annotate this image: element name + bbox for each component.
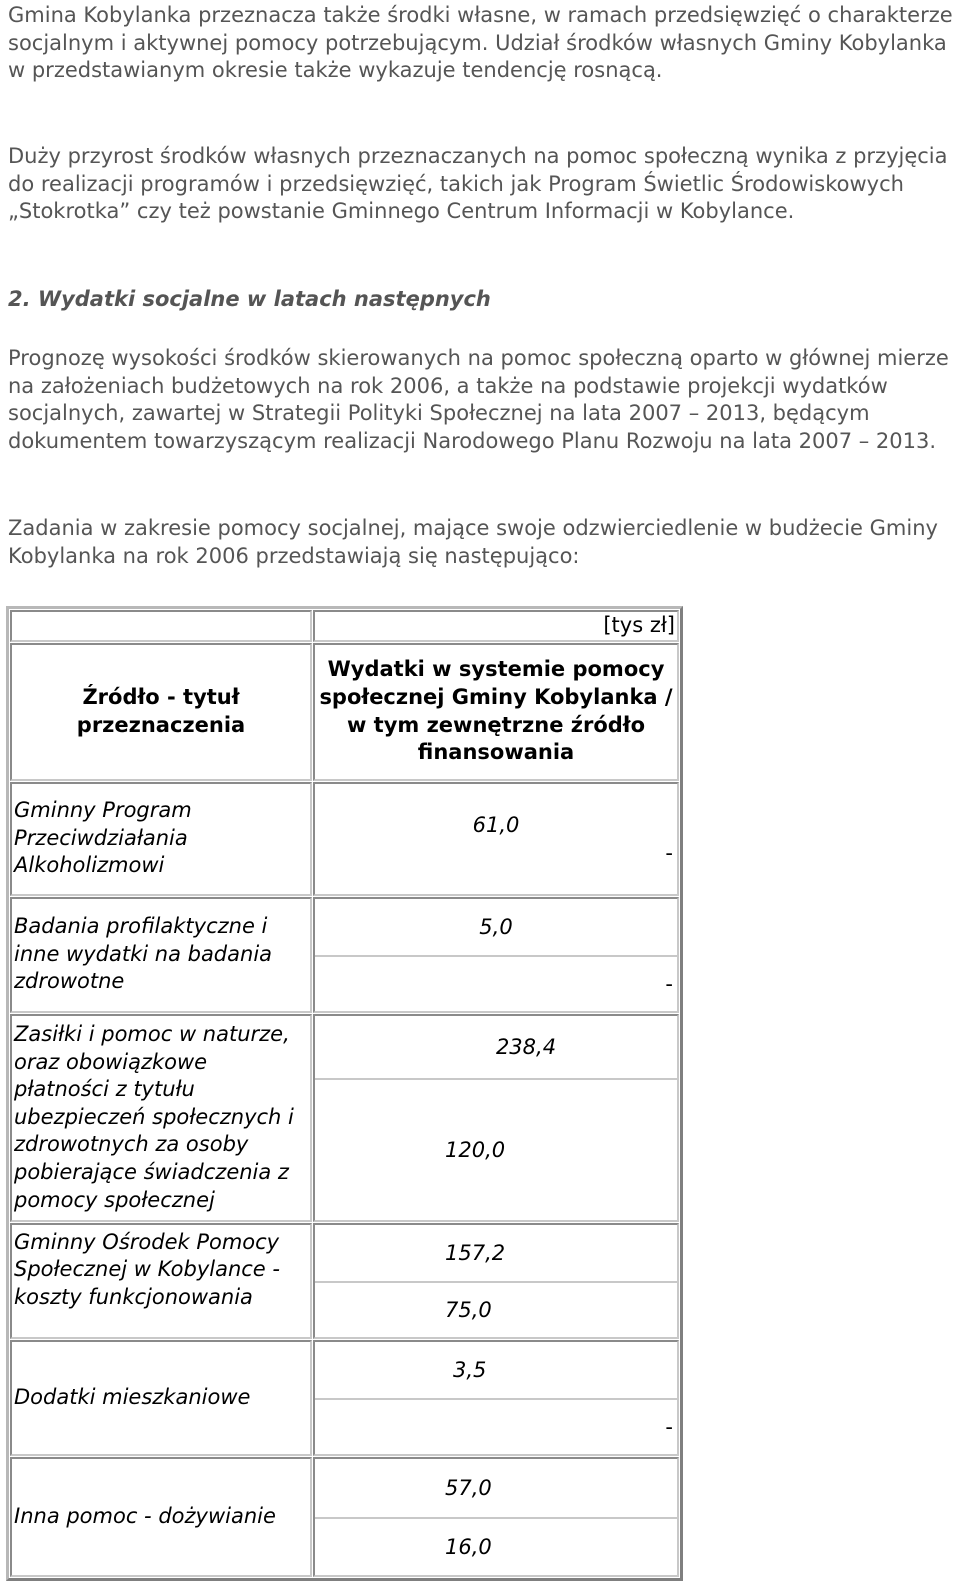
row-source: Gminny Program Przeciwdziałania Alkoholizmowi — [10, 782, 312, 896]
row-values — [313, 1457, 679, 1577]
source-column-header: Źródło - tytuł przeznaczenia — [10, 643, 312, 781]
budget-table — [6, 606, 683, 1581]
table-row — [10, 1014, 679, 1222]
row-total: 3,5 — [315, 1342, 677, 1400]
row-total: 61,0 — [472, 812, 520, 837]
row-values — [313, 1340, 679, 1456]
row-source: Zasiłki i pomoc w naturze, oraz obowiązkowe płatności z tytułu ubezpieczeń społecznych i zdrowotnych za osoby pobierające świadczenia z pomocy społecznej — [10, 1014, 312, 1222]
row-source: Badania profilaktyczne i inne wydatki na badania zdrowotne — [10, 897, 312, 1013]
row-external: 75,0 — [445, 1297, 492, 1322]
section-heading: 2. Wydatki socjalne w latach następnych — [8, 287, 491, 311]
empty-cell — [10, 610, 312, 642]
table-row — [10, 1340, 679, 1456]
table-row — [10, 1457, 679, 1577]
row-external: 120,0 — [445, 1137, 506, 1162]
row-external: 16,0 — [445, 1534, 492, 1559]
row-external: - — [665, 971, 673, 996]
table-header-row — [10, 643, 679, 781]
table-row — [10, 897, 679, 1013]
row-external: - — [665, 1414, 673, 1439]
row-total: 57,0 — [315, 1459, 677, 1519]
row-values — [313, 782, 679, 896]
table-unit-row — [10, 610, 679, 642]
growth-paragraph: Duży przyrost środków własnych przeznaczanych na pomoc społeczną wynika z przyjęcia do realizacji programów i przedsięwzięć, takich jak Program Świetlic Środowiskowych „Stokrotka” czy też powstanie Gminnego Centrum Informacji w Kobylance. — [8, 144, 948, 224]
expenses-column-header: Wydatki w systemie pomocy społecznej Gminy Kobylanka / w tym zewnętrzne źródło finansowania — [313, 643, 679, 781]
row-values — [313, 1014, 679, 1222]
row-values — [313, 1223, 679, 1339]
forecast-paragraph: Prognozę wysokości środków skierowanych na pomoc społeczną oparto w głównej mierze na założeniach budżetowych na rok 2006, a także na podstawie projekcji wydatków socjalnych, zawartej w Strategii Polityki Społecznej na lata 2007 – 2013, będącym dokumentem towarzyszącym realizacji Narodowego Planu Rozwoju na lata 2007 – 2013. — [8, 346, 949, 453]
tasks-paragraph: Zadania w zakresie pomocy socjalnej, mające swoje odzwierciedlenie w budżecie Gminy Kobylanka na rok 2006 przedstawiają się następująco: — [8, 516, 938, 568]
unit-label: [tys zł] — [313, 610, 679, 642]
row-values — [313, 897, 679, 1013]
row-total: 157,2 — [315, 1225, 677, 1283]
row-source: Dodatki mieszkaniowe — [10, 1340, 312, 1456]
table-row — [10, 782, 679, 896]
row-source: Gminny Ośrodek Pomocy Społecznej w Kobylance - koszty funkcjonowania — [10, 1223, 312, 1339]
row-source: Inna pomoc - dożywianie — [10, 1457, 312, 1577]
table-row — [10, 1223, 679, 1339]
row-total: 238,4 — [315, 1016, 677, 1080]
row-total: 5,0 — [315, 899, 677, 957]
intro-paragraph: Gmina Kobylanka przeznacza także środki własne, w ramach przedsięwzięć o charakterze socjalnym i aktywnej pomocy potrzebującym. Udział środków własnych Gminy Kobylanka w przedstawianym okresie także wykazuje tendencję rosnącą. — [8, 3, 953, 83]
row-external: - — [665, 840, 673, 865]
